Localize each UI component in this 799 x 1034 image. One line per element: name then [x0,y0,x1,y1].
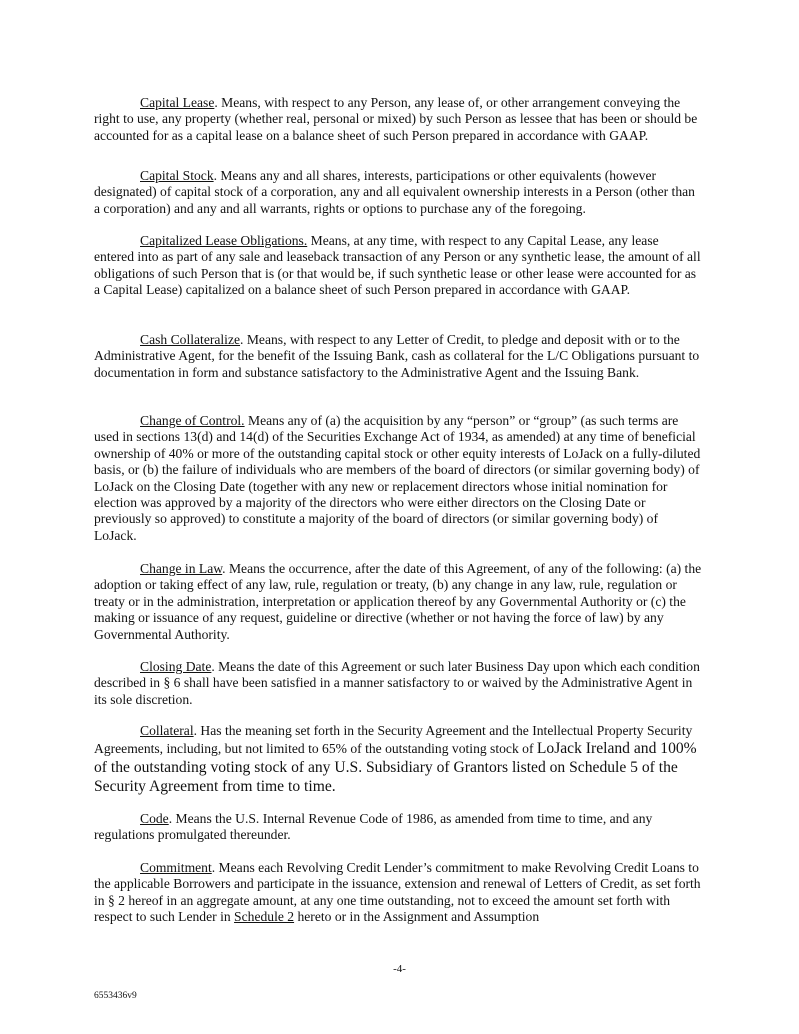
definition-text-after: hereto or in the Assignment and Assumption [294,909,540,925]
definition-commitment [94,860,702,926]
definition-text: . Means each Revolving Credit Lender’s commitment to make Revolving Credit Loans to the applicable Borrowers and participate in the issuance, extension and renewal of Letters of Credit, as set forth in § 2 hereof in an aggregate amount, at any one time outstanding, not to exceed the amount set forth with respect to such Lender in [94,860,701,925]
definition-collateral [94,723,702,796]
defined-term: Change of Control. [140,413,245,428]
defined-term: Capital Lease [140,95,215,110]
definition-closing-date [94,659,702,708]
definition-code [94,811,702,844]
definition-text: Means, at any time, with respect to any Capital Lease, any lease entered into as part of any sale and leaseback transaction of any Person or any synthetic lease, the amount of all obligations of such Person that is (or that would be, if such synthetic lease or other lease were accounted for as a Capital Lease) capitalized on a balance sheet of such Person prepared in accordance with GAAP. [94,233,701,298]
definition-capital-stock [94,168,702,217]
definition-text: Means any of (a) the acquisition by any “person” or “group” (as such terms are used in sections 13(d) and 14(d) of the Securities Exchange Act of 1934, as amended) at any time of beneficial ownership of 40% or more of the outstanding capital stock or other equity interests of LoJack on a fully-diluted basis, or (b) the failure of individuals who are members of the board of directors (or similar governing body) of LoJack on the Closing Date (together with any new or replacement directors whose initial nomination for election was approved by a majority of the directors who were either directors on the Closing Date or previously so approved) to constitute a majority of the board of directors (or similar governing body) of LoJack. [94,413,701,543]
defined-term: Capitalized Lease Obligations. [140,233,308,248]
defined-term: Change in Law [140,561,223,576]
document-id: 6553436v9 [94,991,137,1001]
definition-change-in-law [94,561,702,643]
definition-text: . Has the meaning set forth in the Security Agreement and the Intellectual Property Security Agreements, including, but not limited to 65% of the outstanding voting stock of [94,723,693,757]
definition-text: . Means the occurrence, after the date of this Agreement, of any of the following: (a) the adoption or taking effect of any law, rule, regulation or treaty, (b) any change in any law, rule, regulation or treaty or in the administration, interpretation or application thereof by any Governmental Authority or (c) the making or issuance of any request, guideline or directive (whether or not having the force of law) by any Governmental Authority. [94,561,702,642]
definition-text: . Means the U.S. Internal Revenue Code of 1986, as amended from time to time, and any regulations promulgated thereunder. [94,811,653,843]
defined-term: Collateral [140,723,194,738]
defined-term: Capital Stock [140,168,214,183]
definition-cash-collateralize [94,332,702,381]
page-number: -4- [393,963,406,975]
definition-text: . Means, with respect to any Letter of Credit, to pledge and deposit with or to the Administrative Agent, for the benefit of the Issuing Bank, cash as collateral for the L/C Obligations pursuant to documentation in form and substance satisfactory to the Administrative Agent and the Issuing Bank. [94,332,700,380]
defined-term: Closing Date [140,659,212,674]
schedule-reference: Schedule 2 [234,909,295,925]
defined-term: Code [140,811,169,826]
definition-change-of-control [94,413,702,544]
definition-capitalized-lease-obligations [94,233,702,299]
definition-text: . Means the date of this Agreement or such later Business Day upon which each condition described in § 6 shall have been satisfied in a manner satisfactory to or waived by the Administrative Agent in its sole discretion. [94,659,700,707]
defined-term: Cash Collateralize [140,332,241,347]
definition-text: . Means any and all shares, interests, participations or other equivalents (however designated) of capital stock of a corporation, any and all equivalent ownership interests in a Person (other than a corporation) and any and all warrants, rights or options to purchase any of the foregoing. [94,168,695,216]
definition-capital-lease [94,95,702,144]
definition-text: . Means, with respect to any Person, any lease of, or other arrangement conveying the right to use, any property (whether real, personal or mixed) by such Person as lessee that has been or should be accounted for as a capital lease on a balance sheet of such Person prepared in accordance with GAAP. [94,95,698,143]
defined-term: Commitment [140,860,212,875]
definition-text-large: LoJack Ireland and 100% of the outstanding voting stock of any U.S. Subsidiary of Grantors listed on Schedule 5 of the Security Agreement from time to time. [94,740,697,796]
